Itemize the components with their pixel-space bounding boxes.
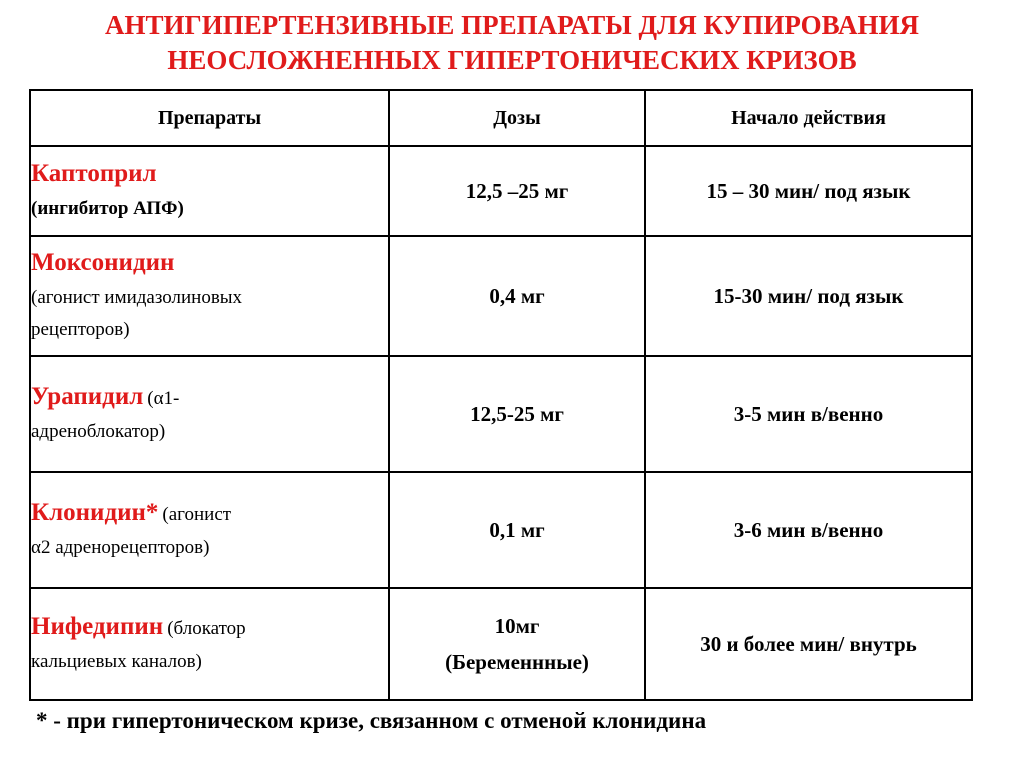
header-doses: Дозы xyxy=(389,90,645,146)
header-onset: Начало действия xyxy=(645,90,972,146)
drug-note: (агонист имидазолиновых xyxy=(31,286,243,308)
onset-cell: 3-5 мин в/венно xyxy=(645,356,972,472)
drug-name: Моксонидин xyxy=(31,248,175,276)
drug-cell xyxy=(30,146,389,236)
dose-value: 0,1 мг xyxy=(489,518,545,542)
drug-name: Нифедипин xyxy=(31,612,164,640)
dose-value: 10мг xyxy=(494,614,540,638)
table-row xyxy=(30,356,972,472)
drug-note: рецепторов) xyxy=(31,318,130,340)
drug-cell xyxy=(30,588,389,700)
dose-cell xyxy=(389,236,645,356)
onset-cell: 3-6 мин в/венно xyxy=(645,472,972,588)
header-drugs: Препараты xyxy=(30,90,389,146)
table-row xyxy=(30,472,972,588)
dose-cell xyxy=(389,356,645,472)
drug-note-inline: (агонист xyxy=(162,503,232,525)
onset-cell: 15 – 30 мин/ под язык xyxy=(645,146,972,236)
drug-note: α2 адренорецепторов) xyxy=(31,536,210,558)
drug-note-inline: (блокатор xyxy=(167,617,246,639)
drug-name: Клонидин* xyxy=(31,498,159,526)
table-row xyxy=(30,146,972,236)
drug-cell xyxy=(30,472,389,588)
dose-value: 12,5 –25 мг xyxy=(465,179,569,203)
drug-name: Каптоприл xyxy=(31,159,157,187)
table-row xyxy=(30,588,972,700)
drug-note: кальциевых каналов) xyxy=(31,650,202,672)
dose-note: (Беременнные) xyxy=(445,650,589,674)
dose-cell xyxy=(389,472,645,588)
drug-note-inline: (α1- xyxy=(147,387,180,409)
dose-cell xyxy=(389,588,645,700)
drug-name: Урапидил xyxy=(31,382,144,410)
slide-title-line-1: АНТИГИПЕРТЕНЗИВНЫЕ ПРЕПАРАТЫ ДЛЯ КУПИРОВАНИЯ xyxy=(105,10,919,40)
drug-cell xyxy=(30,236,389,356)
table-row xyxy=(30,236,972,356)
dose-cell xyxy=(389,146,645,236)
drug-cell xyxy=(30,356,389,472)
slide-title xyxy=(0,8,1024,78)
footnote: * - при гипертоническом кризе, связанном с отменой клонидина xyxy=(36,708,707,733)
onset-cell: 30 и более мин/ внутрь xyxy=(645,588,972,700)
dose-value: 12,5-25 мг xyxy=(470,402,564,426)
table-header-row xyxy=(30,90,972,146)
slide-title-line-2: НЕОСЛОЖНЕННЫХ ГИПЕРТОНИЧЕСКИХ КРИЗОВ xyxy=(167,45,857,75)
onset-cell: 15-30 мин/ под язык xyxy=(645,236,972,356)
drugs-table xyxy=(29,89,973,701)
drug-note: (ингибитор АПФ) xyxy=(31,197,184,219)
dose-value: 0,4 мг xyxy=(489,284,545,308)
drug-note: адреноблокатор) xyxy=(31,420,166,442)
